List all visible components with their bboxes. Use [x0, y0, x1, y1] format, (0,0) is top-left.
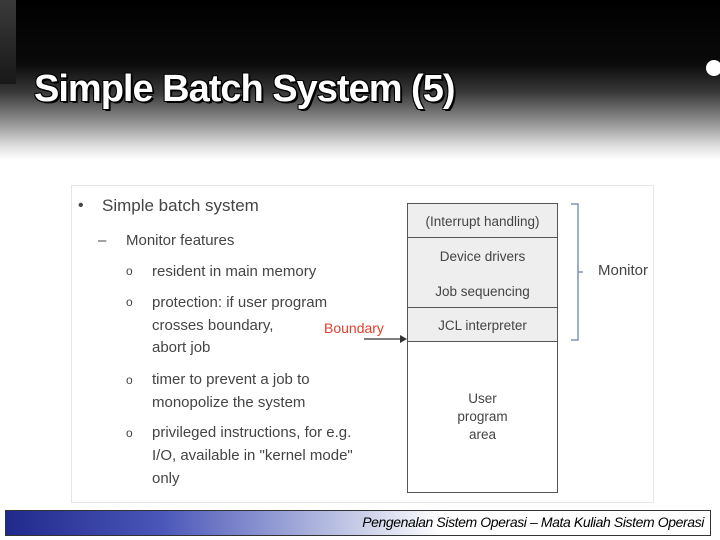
- boundary-arrow-icon: [364, 333, 408, 345]
- user-area-line: area: [468, 427, 497, 442]
- user-area-line: User: [468, 391, 497, 406]
- bullet-simple-batch: Simple batch system: [102, 196, 259, 215]
- boundary-label: Boundary: [324, 320, 384, 336]
- feature-line: monopolize the system: [152, 394, 306, 411]
- dash-bullet: –: [98, 232, 107, 249]
- footer-bar: [5, 510, 711, 536]
- cell-job-sequencing: Job sequencing: [435, 284, 530, 299]
- feature-line: privileged instructions, for e.g.: [152, 424, 352, 441]
- divider: [408, 307, 557, 308]
- monitor-bracket-icon: [570, 203, 584, 343]
- boundary-line: [408, 341, 557, 342]
- header-band: [0, 0, 720, 160]
- monitor-label: Monitor: [598, 262, 649, 279]
- slide-title: Simple Batch System (5): [34, 68, 455, 110]
- user-area-line: program: [457, 409, 508, 424]
- feature-line: resident in main memory: [152, 263, 317, 280]
- feature-line: I/O, available in "kernel mode": [152, 447, 353, 464]
- circle-bullet: o: [126, 426, 133, 440]
- memory-stack: [407, 203, 558, 493]
- cell-interrupt-handling: (Interrupt handling): [425, 214, 540, 229]
- accent-bar: [0, 0, 16, 84]
- cell-jcl-interpreter: JCL interpreter: [438, 318, 527, 333]
- circle-bullet: o: [126, 295, 133, 309]
- feature-line: crosses boundary,: [152, 317, 274, 334]
- feature-line: protection: if user program: [152, 294, 328, 311]
- feature-line: timer to prevent a job to: [152, 371, 310, 388]
- slide-figure: [71, 185, 654, 503]
- feature-line: only: [152, 470, 180, 487]
- footer-text: Pengenalan Sistem Operasi – Mata Kuliah Sistem Operasi: [362, 514, 704, 530]
- circle-bullet: o: [126, 373, 133, 387]
- sub-monitor-features: Monitor features: [126, 232, 235, 249]
- cell-device-drivers: Device drivers: [439, 249, 526, 264]
- header-dot: [706, 60, 720, 76]
- circle-bullet: o: [126, 264, 133, 278]
- bullet-dot: •: [78, 197, 84, 214]
- divider: [408, 237, 557, 238]
- feature-line: abort job: [152, 339, 211, 356]
